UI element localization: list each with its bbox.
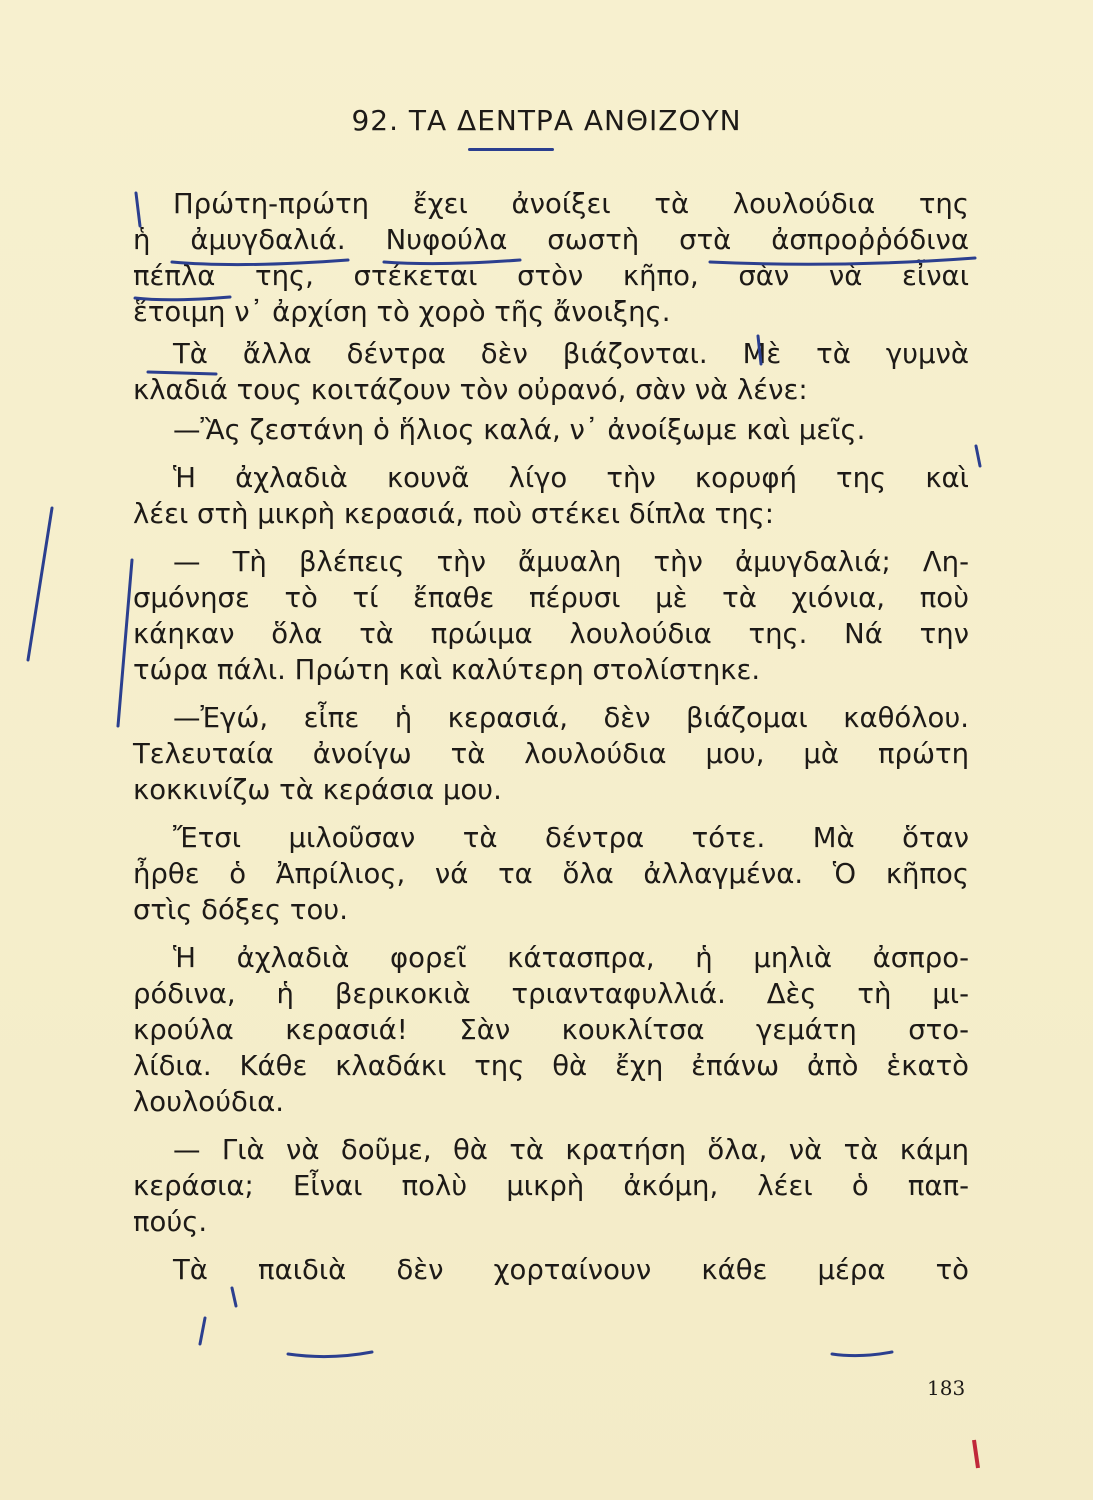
text-line: Ἡ ἀχλαδιὰ κουνᾶ λίγο τὴν κορυφή της καὶ	[173, 462, 969, 494]
pencil-tick-mark	[976, 446, 980, 466]
text-line: κρούλα κερασιά! Σὰν κουκλίτσα γεμάτη στο-	[133, 1014, 969, 1046]
text-line: κοκκινίζω τὰ κεράσια μου.	[133, 774, 502, 806]
text-line: — Τὴ βλέπεις τὴν ἄμυαλη τὴν ἀμυγδαλιά; Λη-	[173, 546, 969, 578]
text-line: Τελευταία ἀνοίγω τὰ λουλούδια μου, μὰ πρώτη	[133, 738, 969, 770]
page-number: 183	[927, 1376, 966, 1400]
text-line: λέει στὴ μικρὴ κερασιά, ποὺ στέκει δίπλα της:	[133, 498, 775, 530]
pencil-arrow-mark	[148, 372, 216, 374]
pencil-margin-line-mark	[118, 560, 132, 726]
pencil-underline-mark	[172, 260, 348, 265]
text-line: Ἡ ἀχλαδιὰ φορεῖ κάτασπρα, ἡ μηλιὰ ἀσπρο-	[173, 942, 969, 974]
text-line: — Γιὰ νὰ δοῦμε, θὰ τὰ κρατήση ὅλα, νὰ τὰ κάμη	[173, 1134, 969, 1166]
text-line: Τὰ παιδιὰ δὲν χορταίνουν κάθε μέρα τὸ	[173, 1254, 969, 1286]
text-line: Τὰ ἄλλα δέντρα δὲν βιάζονται. Μὲ τὰ γυμνὰ	[173, 338, 969, 370]
pencil-underline-mark	[832, 1352, 892, 1356]
text-line: τώρα πάλι. Πρώτη καὶ καλύτερη στολίστηκε.	[133, 654, 761, 686]
text-line: πέπλα της, στέκεται στὸν κῆπο, σὰν νὰ εἶναι	[133, 260, 969, 292]
text-line: Ἔτσι μιλοῦσαν τὰ δέντρα τότε. Μὰ ὅταν	[173, 822, 969, 854]
text-line: ἕτοιμη ν᾿ ἀρχίση τὸ χορὸ τῆς ἄνοιξης.	[133, 296, 671, 328]
pencil-tick-mark	[232, 1288, 236, 1306]
pencil-tick-mark	[758, 336, 761, 364]
text-line: —Ἂς ζεστάνη ὁ ἥλιος καλά, ν᾿ ἀνοίξωμε καὶ μεῖς.	[173, 414, 866, 446]
pencil-underline-mark	[384, 260, 520, 264]
pencil-tick-mark	[200, 1318, 205, 1344]
text-line: κάηκαν ὅλα τὰ πρώιμα λουλούδια της. Νά την	[133, 618, 969, 650]
text-line: ἡ ἀμυγδαλιά. Νυφούλα σωστὴ στὰ ἀσπροῤῥόδινα	[133, 224, 969, 256]
pencil-underline-mark	[135, 297, 230, 300]
text-line: λίδια. Κάθε κλαδάκι της θὰ ἔχη ἐπάνω ἀπὸ ἑκατὸ	[133, 1050, 969, 1082]
chapter-title: 92. ΤΑ ΔΕΝΤΡΑ ΑΝΘΙΖΟΥΝ	[351, 104, 742, 137]
text-line: λουλούδια.	[133, 1086, 285, 1118]
pencil-tick-mark	[136, 193, 140, 226]
text-line: ρόδινα, ἡ βερικοκιὰ τριανταφυλλιά. Δὲς τὴ μι-	[133, 978, 969, 1010]
text-line: Πρώτη-πρώτη ἔχει ἀνοίξει τὰ λουλούδια της	[173, 188, 969, 220]
red-pencil-mark	[974, 1440, 978, 1468]
pencil-margin-line-mark	[28, 508, 52, 660]
pencil-underline-mark	[710, 258, 975, 264]
text-line: —Ἐγώ, εἶπε ἡ κερασιά, δὲν βιάζομαι καθόλου.	[173, 702, 969, 734]
pencil-underline-mark	[288, 1352, 372, 1357]
text-line: κλαδιά τους κοιτάζουν τὸν οὐρανό, σὰν νὰ λένε:	[133, 374, 808, 406]
text-line: κεράσια; Εἶναι πολὺ μικρὴ ἀκόμη, λέει ὁ παπ-	[133, 1170, 969, 1202]
text-line: σμόνησε τὸ τί ἔπαθε πέρυσι μὲ τὰ χιόνια, ποὺ	[133, 582, 969, 614]
text-line: στὶς δόξες του.	[133, 894, 348, 926]
text-line: ἦρθε ὁ Ἀπρίλιος, νά τα ὅλα ἀλλαγμένα. Ὁ κῆπος	[133, 858, 969, 890]
text-line: πούς.	[133, 1206, 208, 1238]
